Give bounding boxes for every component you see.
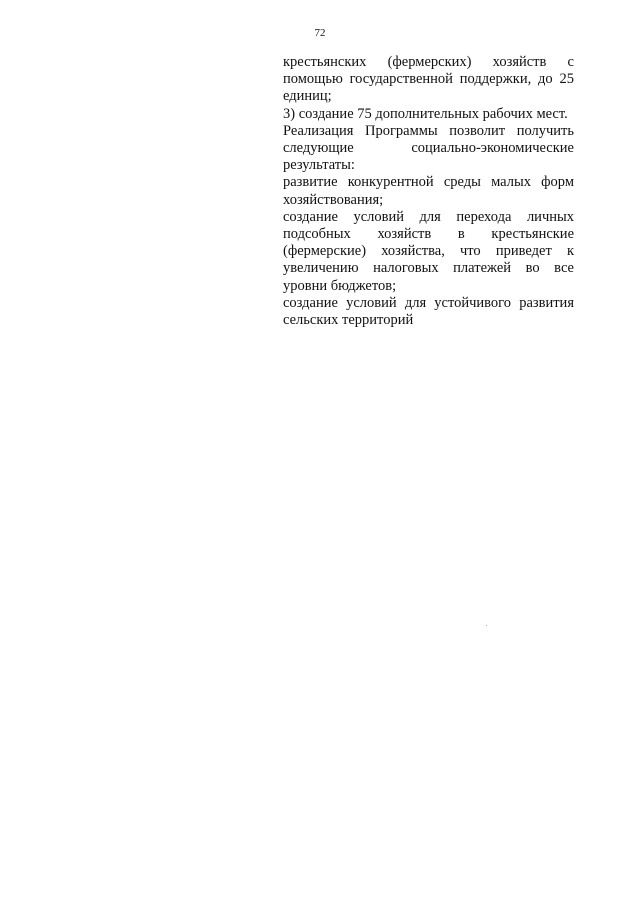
paragraph-competitive-environment: развитие конкурентной среды малых форм хозяйствования;	[283, 174, 574, 208]
scan-speck	[486, 625, 487, 626]
paragraph-program-results: Реализация Программы позволит получить следующие социально-экономические результаты:	[283, 122, 574, 174]
page-number: 72	[314, 27, 326, 39]
paragraph-rural-development: создание условий для устойчивого развития сельских территорий	[283, 294, 574, 329]
paragraph-household-transition: создание условий для перехода личных подсобных хозяйств в крестьянские (фермерские) хозяйства, что приведет к увеличению налоговых платежей во все уровни бюджетов;	[283, 208, 574, 294]
paragraph-jobs: 3) создание 75 дополнительных рабочих мест.	[283, 105, 568, 122]
body-text	[283, 54, 574, 329]
paragraph-farm-support: крестьянских (фермерских) хозяйств с помощью государственной поддержки, до 25 единиц;	[283, 54, 574, 105]
